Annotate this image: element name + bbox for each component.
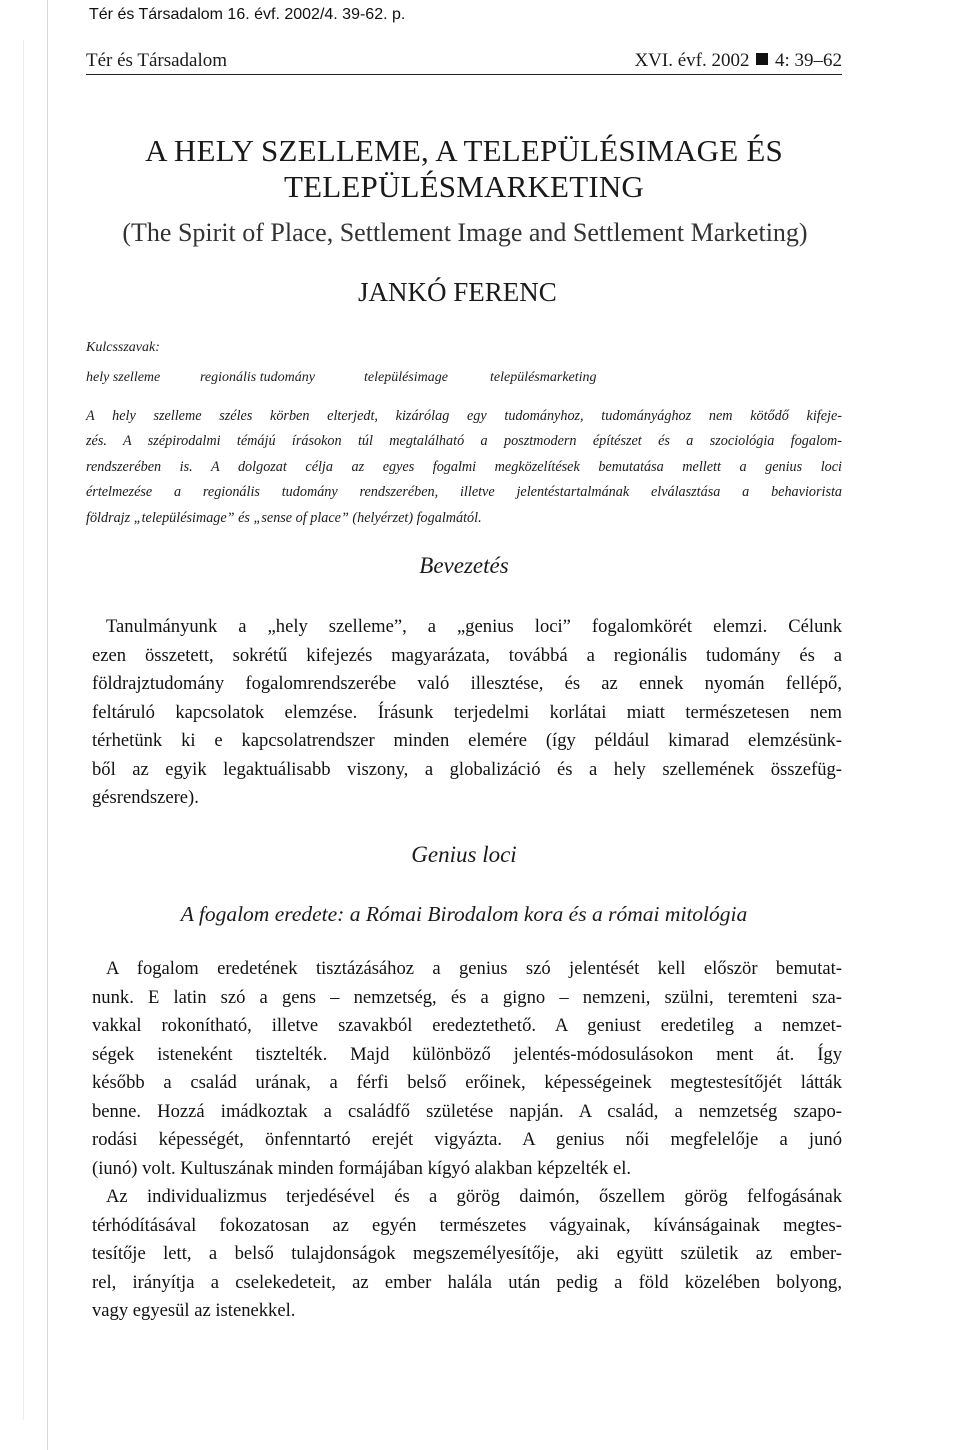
article-title: A HELY SZELLEME, A TELEPÜLÉSIMAGE ÉS TELEPÜLÉSMARKETING	[145, 133, 783, 204]
origin-paragraph: A fogalom eredetének tisztázásához a genius szó jelentését kell először bemutat- nunk. E latin szó a gens – nemzetség, és a gigno – nemzeni, szülni, teremteni sza- vakkal rokonítható, illetve szavakból eredeztethető. A geniust eredetileg a nemzet- ségek isteneként tisztelték. Majd különböző jelentés-módosulásokon ment át. Így később a család urának, a férfi belső erőinek, képességeinek megtestesítőjét látták benne. Hozzá imádkoztak a családfő születése napján. A család, a nemzetség szapo- rodási képességét, önfenntartó erejét vigyázta. A genius női megfelelője a junó (iunó) volt. Kultuszának minden formájában kígyó alakban képzelték el.	[92, 958, 842, 1179]
keyword: településmarketing	[490, 370, 597, 385]
keyword: településimage	[364, 370, 448, 385]
citation-line: Tér és Társadalom 16. évf. 2002/4. 39-62. p.	[89, 6, 406, 23]
scan-edge-line	[23, 40, 24, 1420]
intro-paragraph: Tanulmányunk a „hely szelleme”, a „genius loci” fogalomkörét elemzi. Célunk ezen összetett, sokrétű kifejezés magyarázata, továbbá a regionális tudomány és a földrajztudomány fogalomrendszerébe való illesztése, és az ennek nyomán fellépő, feltáruló kapcsolatok elemzése. Írásunk terjedelmi korlátai miatt természetesen nem térhetünk ki e kapcsolatrendszer minden elemére (így például kimarad elemzésünk- ből az egyik legaktuálisabb viszony, a globalizáció és a hely szellemének összefüg- gésrendszere).	[92, 616, 842, 808]
keyword: hely szelleme	[86, 370, 161, 385]
abstract: A hely szelleme széles körben elterjedt, kizárólag egy tudományhoz, tudományághoz nem kötődő kifeje- zés. A szépirodalmi témájú írásokon túl megtalálható a posztmodern építészet és a szociológia fogalom- rendszerében is. A dolgozat célja az egyes fogalmi megközelítések bemutatása mellett a genius loci értelmezése a regionális tudomány rendszerében, illetve jelentéstartalmának elválasztása a behaviorista földrajz „településimage” és „sense of place” (helyérzet) fogalmától.	[86, 408, 842, 526]
section-heading-bevezetes: Bevezetés	[419, 553, 509, 578]
running-head	[86, 50, 842, 75]
article-subtitle: (The Spirit of Place, Settlement Image and Settlement Marketing)	[122, 218, 808, 247]
margin-rule	[47, 0, 48, 1450]
journal-name: Tér és Társadalom	[86, 50, 228, 71]
subsection-heading: A fogalom eredete: a Római Birodalom kora és a római mitológia	[180, 902, 748, 926]
square-bullet-icon	[756, 53, 768, 65]
issue-info: XVI. évf. 2002 4: 39–62	[634, 50, 842, 71]
section-heading-genius-loci: Genius loci	[411, 842, 517, 867]
keyword: regionális tudomány	[200, 370, 315, 385]
individualism-paragraph: Az individualizmus terjedésével és a görög daimón, őszellem görög felfogásának térhódításával fokozatosan az egyén természetes vágyainak, kívánságainak megtes- tesítője lett, a belső tulajdonságok megszemélyesítője, aki együtt születik az ember- rel, irányítja a cselekedeteit, az ember halála után pedig a föld közelében bolyong, vagy egyesül az istenekkel.	[92, 1186, 842, 1321]
keywords-label: Kulcsszavak:	[86, 340, 160, 355]
